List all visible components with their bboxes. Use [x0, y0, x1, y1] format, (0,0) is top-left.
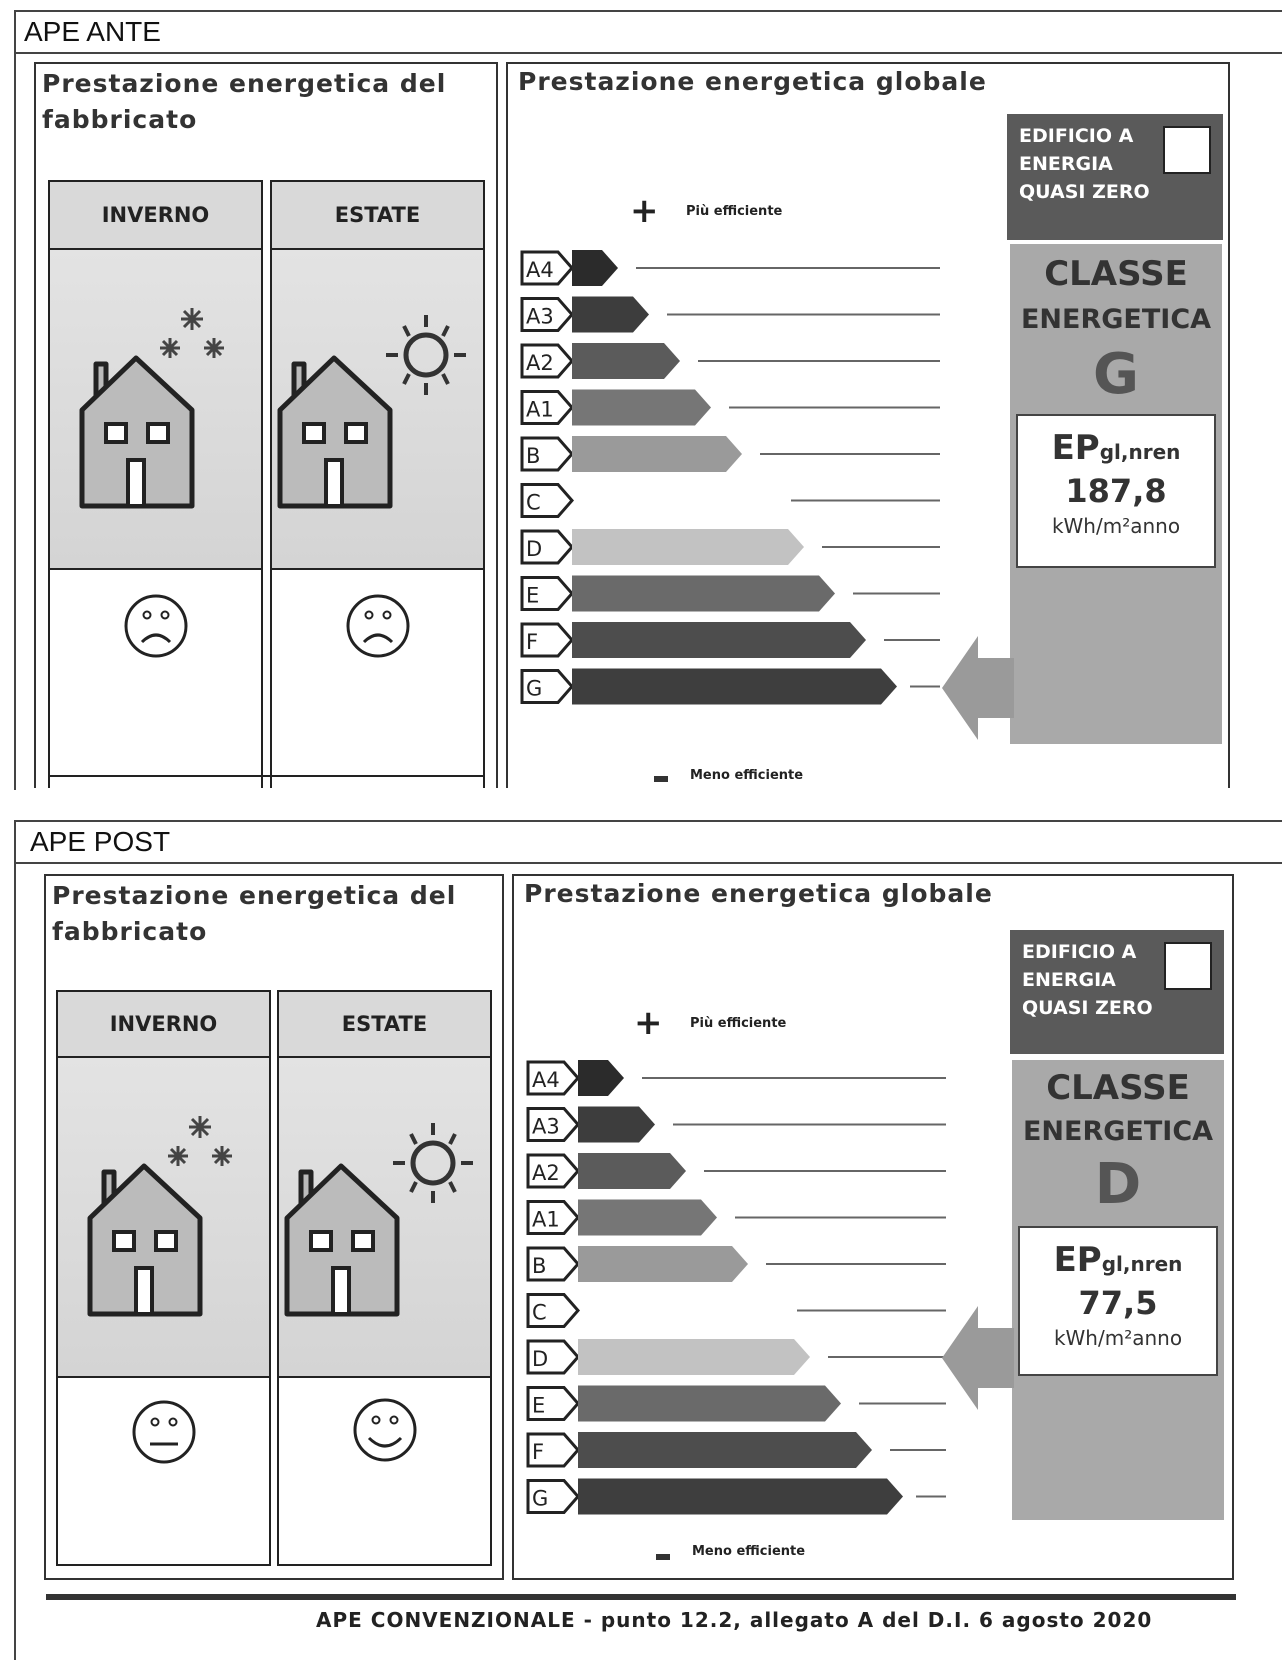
class-tag-label: C	[526, 490, 541, 515]
divider	[14, 10, 1282, 12]
energy-class-scale	[526, 1058, 956, 1528]
energy-class-row	[522, 483, 940, 519]
divider	[48, 775, 485, 777]
plus-icon: +	[630, 191, 659, 231]
class-tag-label: A1	[526, 397, 554, 422]
more-efficient-label: Più efficiente	[690, 1016, 787, 1031]
class-bar	[572, 250, 618, 286]
class-bar	[572, 576, 835, 612]
energy-class-value: G	[1093, 342, 1139, 407]
class-tag-label: A2	[532, 1161, 560, 1185]
ep-subscript: gl,nren	[1101, 1252, 1183, 1276]
sad-face-icon	[50, 570, 261, 770]
summer-header: ESTATE	[270, 180, 485, 250]
class-tag-label: A3	[526, 304, 554, 329]
winter-illustration	[56, 1056, 271, 1378]
energy-class-row	[528, 1339, 946, 1375]
energy-class-row	[522, 297, 940, 333]
class-tag-label: E	[532, 1393, 546, 1418]
class-tag-label: D	[526, 537, 543, 561]
nzeb-text: EDIFICIO A	[1022, 941, 1137, 963]
more-efficient-label: Più efficiente	[686, 204, 783, 219]
energy-class-row	[522, 250, 940, 286]
class-bar	[572, 529, 804, 565]
class-bar	[578, 1386, 841, 1422]
house-sun-icon	[272, 250, 483, 568]
class-bar	[572, 483, 773, 519]
energy-class-row	[522, 622, 940, 658]
panel-title: Prestazione energetica globale	[518, 67, 987, 96]
footer-caption: APE CONVENZIONALE - punto 12.2, allegato A del D.I. 6 agosto 2020	[316, 1608, 1153, 1632]
class-bar	[572, 436, 742, 472]
energy-class-row	[522, 576, 940, 612]
panel-title: Prestazione energetica globale	[524, 879, 993, 908]
panel-title: Prestazione energetica del fabbricato	[52, 881, 457, 946]
class-bar	[578, 1153, 686, 1189]
class-bar	[578, 1339, 810, 1375]
nzeb-text: ENERGIA	[1022, 969, 1116, 991]
ep-subscript: gl,nren	[1099, 440, 1181, 464]
minus-icon	[656, 1554, 670, 1560]
divider	[14, 52, 1282, 54]
summer-illustration	[270, 248, 485, 570]
sad-face-icon	[272, 570, 483, 770]
energy-class-row	[522, 390, 940, 426]
energy-class-row	[528, 1432, 946, 1468]
house-snow-icon	[50, 250, 261, 568]
house-sun-icon	[279, 1058, 490, 1376]
energetica-label: ENERGETICA	[1022, 1116, 1214, 1147]
divider	[14, 820, 16, 1660]
class-tag-label: C	[532, 1300, 547, 1325]
energy-class-row	[528, 1060, 946, 1096]
divider	[14, 10, 16, 790]
summer-rating	[270, 568, 485, 788]
classe-label: CLASSE	[1044, 254, 1188, 294]
class-indicator-arrow	[942, 1306, 1014, 1410]
energy-class-value: D	[1094, 1152, 1142, 1217]
ep-value-box	[1018, 1226, 1218, 1376]
class-bar	[572, 297, 649, 333]
class-tag-label: A2	[526, 351, 554, 375]
winter-header: INVERNO	[48, 180, 263, 250]
energy-class-row	[522, 669, 940, 705]
energy-class-row	[522, 529, 940, 565]
ep-value: 77,5	[1078, 1284, 1158, 1322]
class-bar	[572, 390, 711, 426]
energetica-label: ENERGETICA	[1020, 304, 1212, 335]
section-heading: APE ANTE	[24, 16, 161, 47]
panel-title: Prestazione energetica del fabbricato	[42, 69, 447, 134]
nzeb-checkbox	[1164, 942, 1212, 990]
energy-class-row	[528, 1479, 946, 1515]
divider	[14, 820, 1282, 822]
ep-unit: kWh/m²anno	[1051, 514, 1181, 538]
winter-rating	[48, 568, 263, 788]
nzeb-text: QUASI ZERO	[1022, 997, 1153, 1019]
class-tag-label: G	[526, 676, 543, 701]
class-bar	[572, 669, 897, 705]
ep-label: EP	[1053, 1240, 1102, 1280]
class-bar	[572, 622, 866, 658]
class-tag-label: B	[532, 1254, 547, 1278]
nzeb-box	[1007, 114, 1223, 240]
energy-class-box	[1010, 244, 1222, 744]
nzeb-text: ENERGIA	[1019, 153, 1113, 175]
minus-icon	[654, 776, 668, 782]
class-bar	[578, 1432, 872, 1468]
less-efficient-label: Meno efficiente	[692, 1544, 806, 1559]
divider	[14, 862, 1282, 864]
class-tag-label: A4	[532, 1068, 560, 1092]
energy-class-box	[1012, 1060, 1224, 1520]
nzeb-checkbox	[1163, 126, 1211, 174]
energy-class-scale	[520, 248, 950, 718]
happy-face-icon	[279, 1378, 490, 1564]
ep-unit: kWh/m²anno	[1053, 1326, 1183, 1350]
neutral-face-icon	[58, 1378, 269, 1564]
energy-class-row	[528, 1386, 946, 1422]
energy-class-row	[528, 1153, 946, 1189]
less-efficient-label: Meno efficiente	[690, 768, 804, 783]
plus-icon: +	[634, 1003, 663, 1043]
energy-class-row	[522, 436, 940, 472]
class-tag-label: B	[526, 444, 541, 468]
class-bar	[578, 1479, 903, 1515]
winter-header: INVERNO	[56, 990, 271, 1058]
class-tag-label: F	[532, 1440, 545, 1464]
class-bar	[578, 1107, 655, 1143]
class-bar	[578, 1246, 748, 1282]
winter-rating	[56, 1376, 271, 1566]
nzeb-text: EDIFICIO A	[1019, 125, 1134, 147]
classe-label: CLASSE	[1046, 1068, 1190, 1108]
energy-class-row	[528, 1293, 946, 1329]
class-tag-label: E	[526, 583, 540, 608]
nzeb-text: QUASI ZERO	[1019, 181, 1150, 203]
energy-class-row	[528, 1246, 946, 1282]
nzeb-box	[1010, 930, 1224, 1054]
energy-class-row	[528, 1107, 946, 1143]
ep-label: EP	[1051, 428, 1100, 468]
class-tag-label: D	[532, 1347, 549, 1371]
ep-value: 187,8	[1065, 472, 1167, 510]
summer-illustration	[277, 1056, 492, 1378]
section-heading: APE POST	[30, 826, 171, 857]
energy-class-row	[528, 1200, 946, 1236]
winter-illustration	[48, 248, 263, 570]
class-bar	[578, 1293, 779, 1329]
summer-header: ESTATE	[277, 990, 492, 1058]
summer-rating	[277, 1376, 492, 1566]
class-indicator-arrow	[942, 636, 1014, 740]
class-tag-label: G	[532, 1486, 549, 1511]
class-tag-label: F	[526, 630, 539, 654]
class-tag-label: A3	[532, 1114, 560, 1139]
class-tag-label: A1	[532, 1207, 560, 1232]
class-bar	[578, 1200, 717, 1236]
ep-value-box	[1016, 414, 1216, 568]
class-bar	[572, 343, 680, 379]
footer-rule	[46, 1594, 1236, 1600]
house-snow-icon	[58, 1058, 269, 1376]
class-tag-label: A4	[526, 258, 554, 282]
class-bar	[578, 1060, 624, 1096]
energy-class-row	[522, 343, 940, 379]
